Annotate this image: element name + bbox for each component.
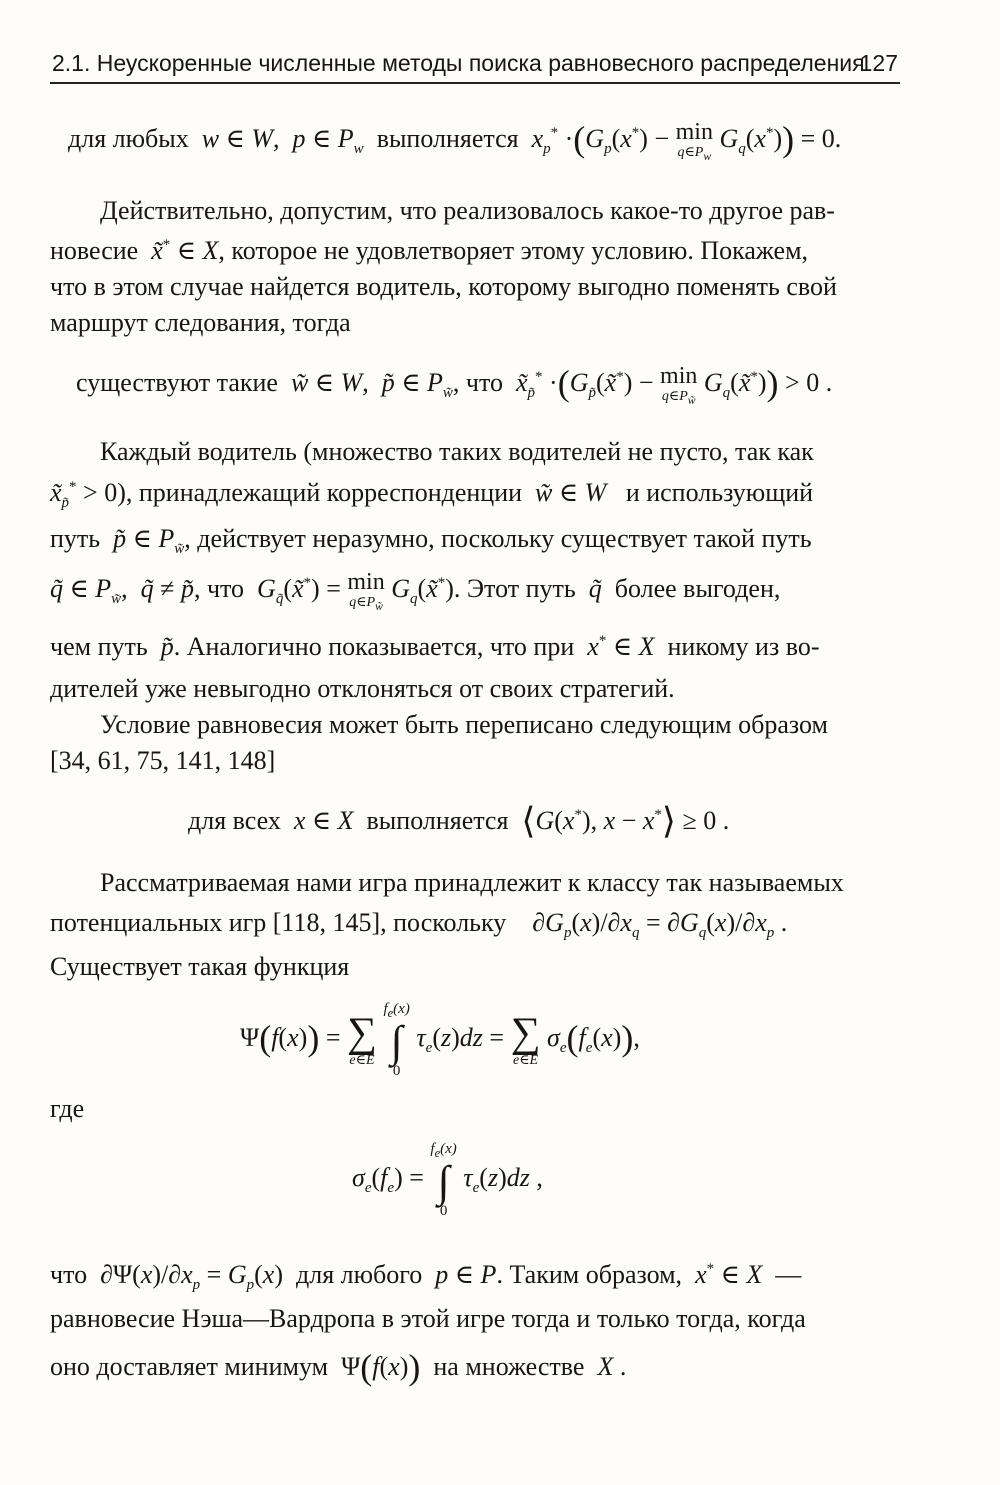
para2-line4: q̃ ∈ $P_{w̃}$, q̃ ≠ p̃, что $G_{q̃}(x̃^*)$ = min $q\in P_{w̃}$ $G_q(x̃^*)$. Этот путь q̃ более выгоден, xyxy=(50,569,781,613)
para3-line1: Условие равновесия может быть переписано следующим образом xyxy=(100,710,828,739)
formula-condition: для любых w ∈ W, p ∈ $P_w$ выполняется $x_p^* \cdot(G_p(x^*)$ − min $q\in P_w$ $G_q(x^*)) = 0$. xyxy=(68,118,842,163)
para4-line2: потенциальных игр [118, 145], поскольку $\partial G_p(x)/\partial x_q = \partial G_q(x)/\partial x_p$ . xyxy=(50,908,788,941)
where-label: где xyxy=(50,1094,85,1123)
para2-line6: дителей уже невыгодно отклоняться от своих стратегий. xyxy=(50,674,675,703)
para2-line3: путь p̃ ∈ $P_{w̃}$, действует неразумно, поскольку существует такой путь xyxy=(50,524,812,557)
para2-line5: чем путь p̃. Аналогично показывается, что при x* ∈ X никому из во- xyxy=(50,632,820,661)
para1-line2: новесие x̃* ∈ X, которое не удовлетворяет этому условию. Покажем, xyxy=(50,236,809,265)
para5-line2: равновесие Нэша—Вардропа в этой игре тогда и только тогда, когда xyxy=(50,1304,806,1333)
para1-line1: Действительно, допустим, что реализовалось какое-то другое рав- xyxy=(100,196,835,225)
page-number: 127 xyxy=(859,50,898,76)
formula-variational-inequality: для всех x ∈ X выполняется ⟨G(x*), x − x*⟩ ≥ 0 . xyxy=(188,801,730,841)
para2-line1: Каждый водитель (множество таких водителей не пусто, так как xyxy=(100,437,814,466)
header-title: 2.1. Неускоренные численные методы поиска равновесного распределения xyxy=(52,50,865,76)
para4-line3: Существует такая функция xyxy=(50,952,350,981)
para4-line1: Рассматриваемая нами игра принадлежит к классу так называемых xyxy=(100,868,844,897)
para1-line4: маршрут следования, тогда xyxy=(50,308,351,337)
para5-line1: что $\partial\Psi(x)/\partial x_p = G_p(x)$ для любого p ∈ P. Таким образом, x* ∈ X — xyxy=(50,1260,802,1293)
formula-existence: существуют такие w̃ ∈ W, p̃ ∈ $P_{w̃}$, что $x̃_{p̃}^*$ $\cdot(G_{p̃}(x̃^*)$ − min $q\in P_{w̃}$ $G_q(x̃^*)) > 0$ . xyxy=(76,362,833,407)
para3-line2: [34, 61, 75, 141, 148] xyxy=(50,746,276,775)
para2-line2: $x̃_{p̃}^* > 0$), принадлежащий корреспонденции w̃ ∈ W и использующий xyxy=(50,478,814,511)
running-header xyxy=(50,46,900,84)
formula-sigma: $\sigma_e(f_e)$ = $f_e(x)$ ∫ 0 $\tau_e(z)dz$ , xyxy=(352,1141,543,1219)
formula-potential: Ψ(f(x)) = ∑ e∈E $f_e(x)$ ∫ 0 $\tau_e(z)dz$ = ∑ e∈E $\sigma_e(f_e(x))$, xyxy=(240,1001,640,1079)
para1-line3: что в этом случае найдется водитель, которому выгодно поменять свой xyxy=(50,272,837,301)
para5-line3: оно доставляет минимум Ψ(f(x)) на множестве X . xyxy=(50,1347,627,1387)
